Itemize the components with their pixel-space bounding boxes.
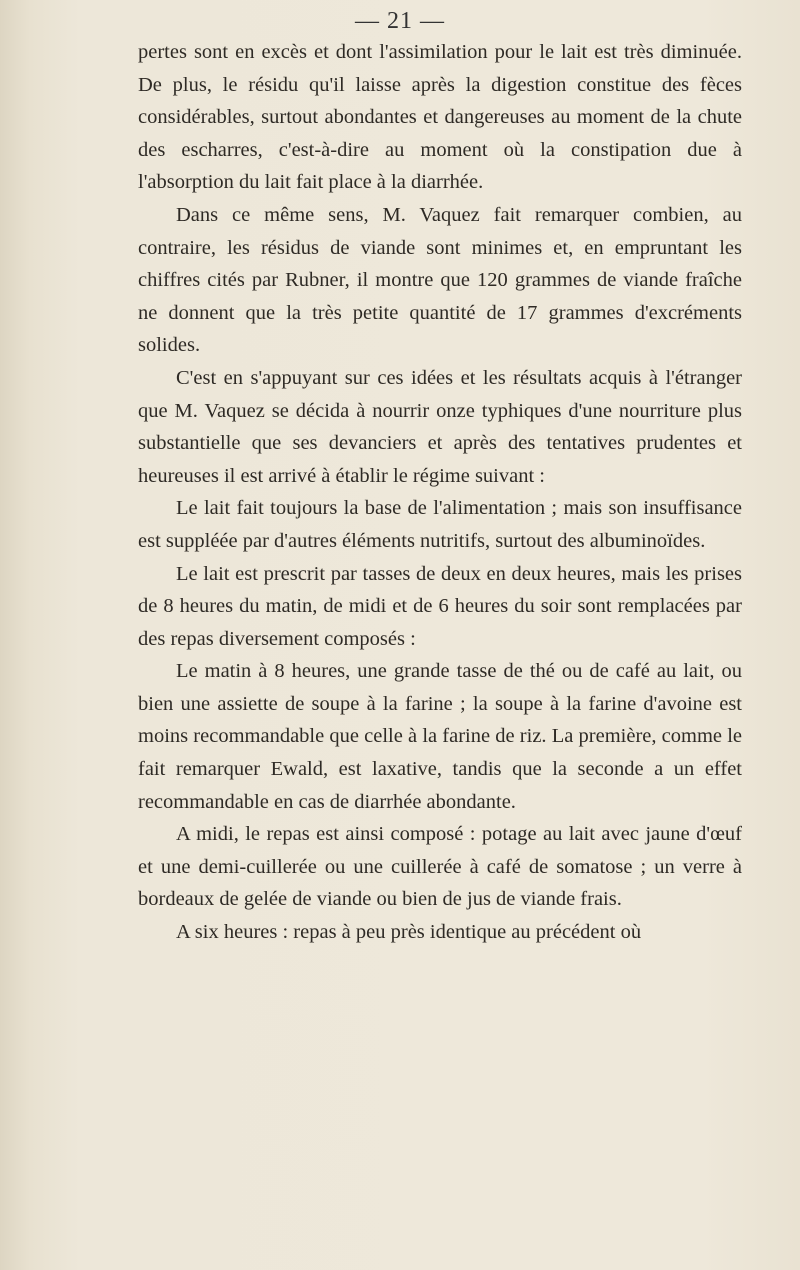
paragraph: C'est en s'appuyant sur ces idées et les résultats acquis à l'étranger que M. Vaquez se décida à nourrir onze typhiques d'une nourriture plus substantielle que ses devanciers et après des tentatives prudentes et heureuses il est arrivé à établir le régime suivant : (138, 366, 742, 487)
paragraph: A midi, le repas est ainsi composé : potage au lait avec jaune d'œuf et une demi-cuillerée ou une cuillerée à café de somatose ; un verre à bordeaux de gelée de viande ou bien de jus de viande frais. (138, 823, 742, 911)
paragraph: pertes sont en excès et dont l'assimilation pour le lait est très diminuée. De plus, le résidu qu'il laisse après la digestion constitue des fèces considérables, surtout abondantes et dangereuses au moment de la chute des escharres, c'est-à-dire au moment où la constipation due à l'absorption du lait fait place à la diarrhée. (138, 41, 742, 194)
paragraph: Le lait fait toujours la base de l'alimentation ; mais son insuffisance est suppléée par d'autres éléments nutritifs, surtout des albuminoïdes. (138, 497, 742, 552)
page-number: — 21 — (355, 8, 445, 34)
paragraph: Dans ce même sens, M. Vaquez fait remarquer combien, au contraire, les résidus de viande sont minimes et, en empruntant les chiffres cités par Rubner, il montre que 120 grammes de viande fraîche ne donnent que la très petite quantité de 17 grammes d'excréments solides. (138, 203, 742, 357)
paragraph: A six heures : repas à peu près identique au précédent où (176, 921, 642, 944)
body-text (138, 36, 742, 949)
paragraph: Le matin à 8 heures, une grande tasse de thé ou de café au lait, ou bien une assiette de soupe à la farine ; la soupe à la farine d'avoine est moins recommandable que celle à la farine de riz. La première, comme le fait remarquer Ewald, est laxative, tandis que la seconde a un effet recommandable en cas de diarrhée abondante. (138, 660, 742, 813)
paragraph: Le lait est prescrit par tasses de deux en deux heures, mais les prises de 8 heures du matin, de midi et de 6 heures du soir sont remplacées par des repas diversement composés : (138, 562, 742, 650)
